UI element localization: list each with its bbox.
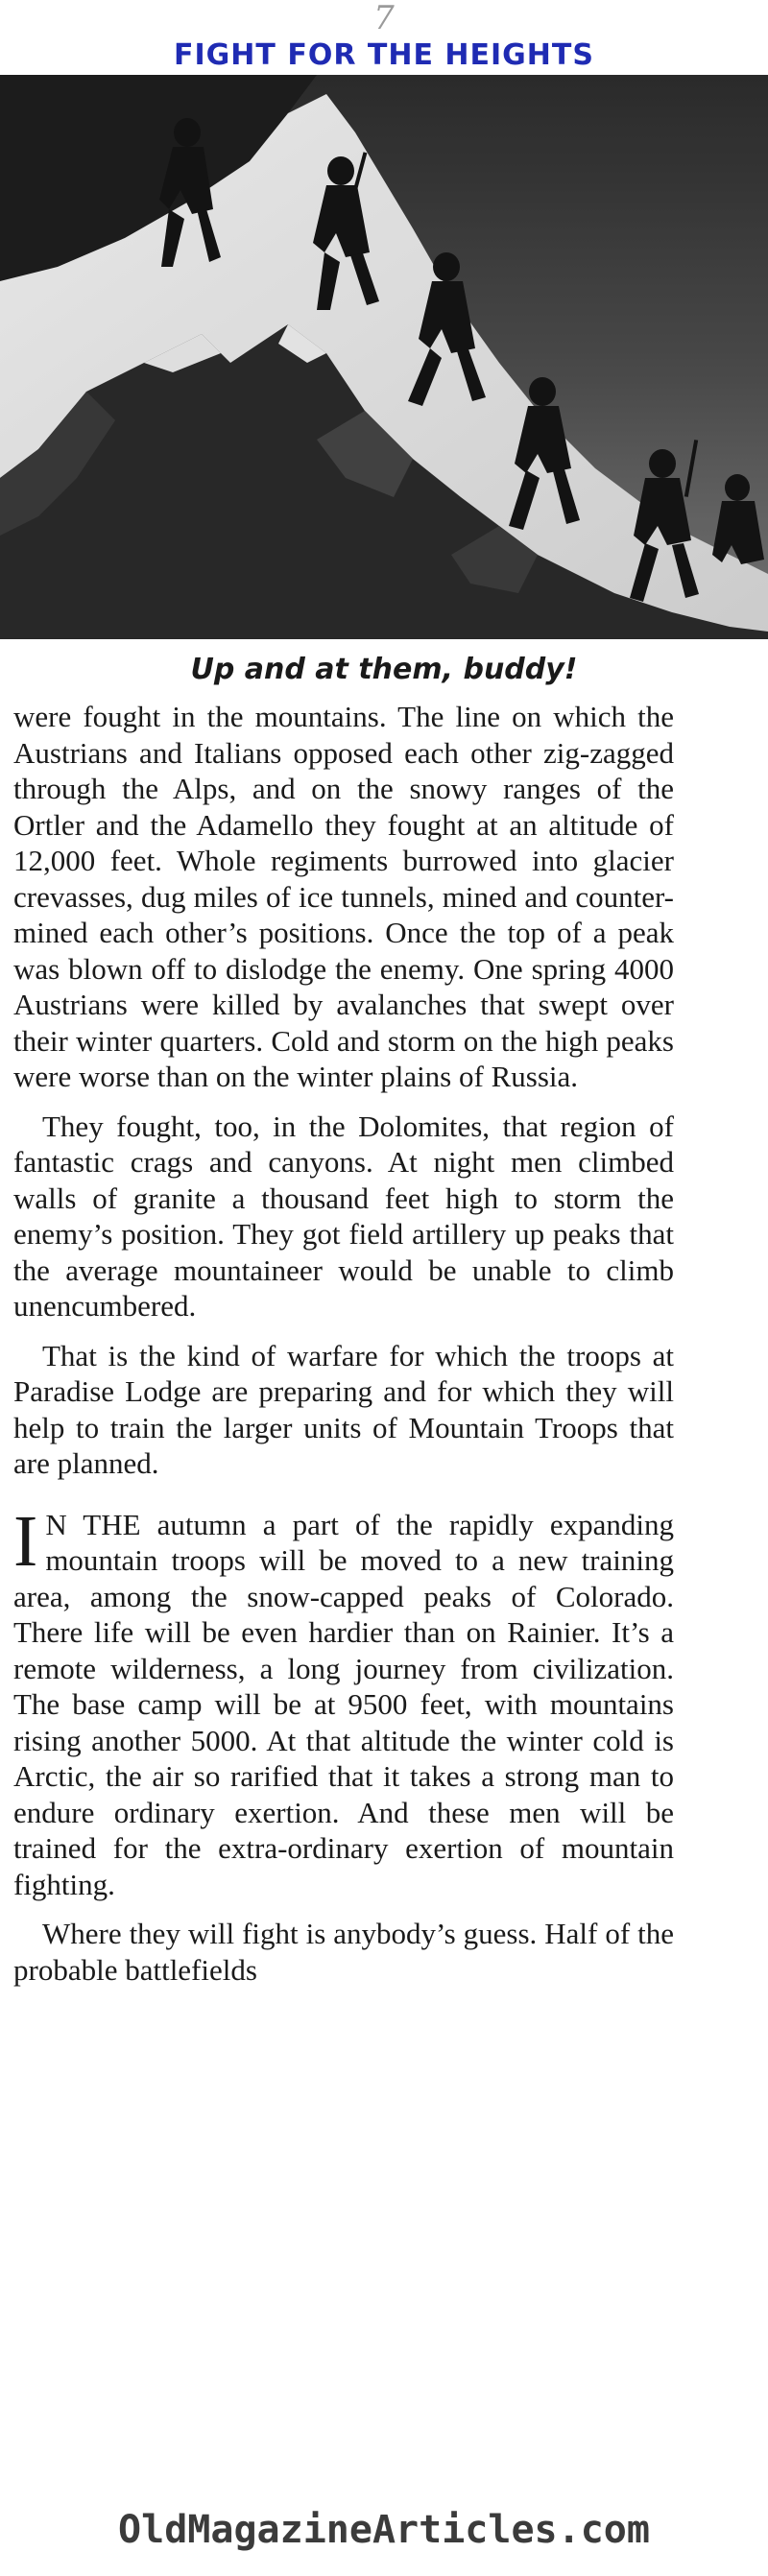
footer-site-name: OldMagazineArticles.com bbox=[118, 2508, 650, 2552]
drop-cap-letter: I bbox=[13, 1500, 38, 1582]
page-number: 7 bbox=[373, 0, 395, 37]
photo-caption: Up and at them, buddy! bbox=[190, 653, 578, 686]
article-photo bbox=[0, 75, 768, 639]
article-body bbox=[13, 699, 674, 2001]
article-paragraph: were fought in the mountains. The line on which the Austrians and Italians opposed each other zig-zagged through the Alps, and on the snowy ranges of the Ortler and the Adamello they fought at an altitude of 12,000 feet. Whole regiments burrowed into glacier crevasses, dug miles of ice tunnels, mined and counter-mined each other’s positions. Once the top of a peak was blown off to dislodge the enemy. One spring 4000 Austrians were killed by avalanches that swept over their winter quarters. Cold and storm on the high peaks were worse than on the winter plains of Russia. bbox=[13, 700, 674, 1093]
article-paragraph: They fought, too, in the Dolomites, that region of fantastic crags and canyons. At night men climbed walls of granite a thousand feet high to storm the enemy’s position. They got field artillery up peaks that the average mountaineer would be unable to climb unencumbered. bbox=[13, 1109, 674, 1323]
mountain-climbers-image bbox=[0, 75, 768, 639]
article-paragraph: That is the kind of warfare for which the troops at Paradise Lodge are preparing and for which they will help to train the larger units of Mountain Troops that are planned. bbox=[13, 1338, 674, 1480]
page-headline: FIGHT FOR THE HEIGHTS bbox=[174, 38, 594, 72]
dropcap-paragraph-text: N THE autumn a part of the rapidly expanding mountain troops will be moved to a new training area, among the snow-capped peaks of Colorado. There life will be even hardier than on Rainier. It’s a remote wilderness, a long journey from civilization. The base camp will be at 9500 feet, with mountains rising another 5000. At that altitude the winter cold is Arctic, the air so rarified that it takes a strong man to endure ordinary exertion. And these men will be trained for the extra-ordinary exertion of mountain fighting. bbox=[13, 1507, 674, 1901]
article-paragraph: Where they will fight is anybody’s guess. Half of the probable battlefields bbox=[13, 1917, 674, 1987]
article-paragraph-dropcap bbox=[13, 1500, 674, 1903]
